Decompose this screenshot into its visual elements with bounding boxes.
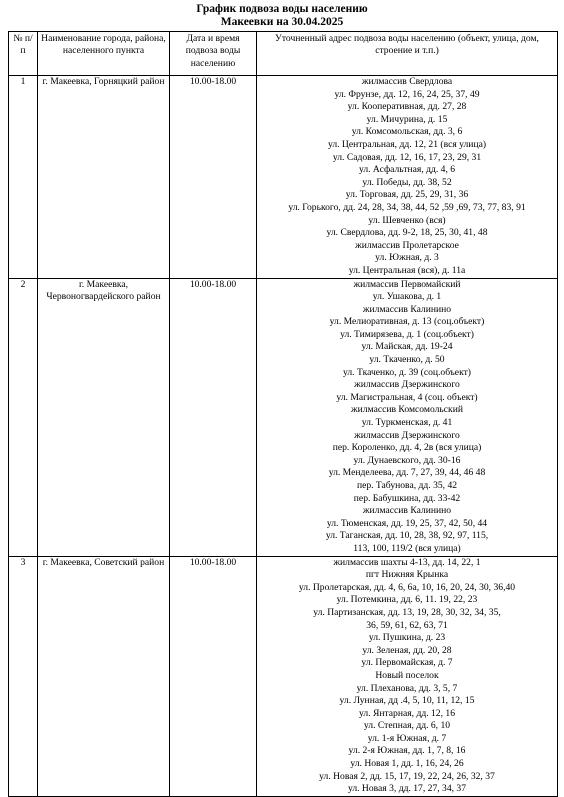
- table-row: [9, 76, 558, 279]
- address-line: ул. Центральная (вся), д. 11а: [348, 264, 466, 276]
- title-line-1: График подвоза воды населению: [196, 3, 368, 15]
- address-line: ул. Майская, дд. 19-24: [361, 341, 453, 353]
- address-line: жилмассив Комсомольский: [351, 404, 463, 416]
- address-line: ул. 2-я Южная, дд. 1, 7, 8, 16: [348, 745, 466, 757]
- address-line: Новый поселок: [375, 669, 439, 681]
- address-line: ул. Комсомольская, дд. 3, 6: [351, 126, 463, 138]
- address-line: жилмассив шахты 4-13, дд. 14, 22, 1: [333, 556, 481, 568]
- document-title: [0, 3, 564, 29]
- address-line: ул. Торговая, дд. 25, 29, 31, 36: [345, 189, 469, 201]
- address-line: жилмассив Калинино: [362, 505, 452, 517]
- address-line: ул. Свердлова, дд. 9-2, 18, 25, 30, 41, 48: [326, 227, 488, 239]
- row-num: 1: [9, 76, 38, 279]
- row-addresses: [257, 278, 558, 556]
- address-line: пер. Табунова, дд. 35, 42: [356, 480, 458, 491]
- row-addresses: [257, 556, 558, 796]
- address-line: жилмассив Дзержинского: [354, 379, 460, 391]
- address-line: ул. Садовая, дд. 12, 16, 17, 23, 29, 31: [332, 151, 482, 163]
- address-line: ул. Плеханова, дд. 3, 5, 7: [356, 682, 458, 694]
- address-line: ул. Янтарная, дд. 12, 16: [358, 707, 455, 719]
- address-line: ул. Потемкина, дд. 6, 11. 19, 22, 23: [336, 594, 478, 606]
- address-line: ул. Горького, дд. 24, 28, 34, 38, 44, 52 ,59 ,69, 73, 77, 83, 91: [288, 201, 526, 213]
- address-line: ул. Менделеева, дд. 7, 27, 39, 44, 46 48: [328, 467, 486, 479]
- address-line: жилмассив Дзержинского: [354, 429, 460, 441]
- address-line: 113, 100, 119/2 (вся улица): [353, 542, 461, 554]
- address-line: ул. Магистральная, 4 (соц. объект): [336, 391, 478, 403]
- address-line: 36, 59, 61, 62, 63, 71: [366, 619, 448, 631]
- address-line: ул. Фрунзе, дд. 12, 16, 24, 25, 37, 49: [334, 88, 480, 100]
- address-line: жилмассив Пролетарское: [355, 239, 459, 251]
- address-line: жилмассив Свердлова: [361, 76, 453, 87]
- row-name: г. Макеевка, Горняцкий район: [38, 76, 170, 279]
- row-time: 10.00-18.00: [170, 76, 257, 279]
- address-line: ул. Мелиоративная, д. 13 (соц.объект): [329, 316, 485, 328]
- address-line: ул. Новая 1, дд. 1, 16, 24, 26: [350, 758, 464, 770]
- address-line: ул. Мичурина, д. 15: [366, 113, 448, 125]
- address-line: ул. Лунная, дд .4, 5, 10, 11, 12, 15: [339, 695, 475, 707]
- row-time: 10.00-18.00: [170, 556, 257, 796]
- row-name: г. Макеевка, Советский район: [38, 556, 170, 796]
- row-num: 3: [9, 556, 38, 796]
- table-row: [9, 556, 558, 796]
- water-delivery-table: [8, 31, 558, 797]
- header-name: Наименование города, района, населенного пункта: [38, 32, 170, 76]
- address-line: ул. Степная, дд. 6, 10: [363, 720, 451, 732]
- address-line: ул. Центральная, дд. 12, 21 (вся улица): [327, 138, 487, 150]
- address-line: ул. Ткаченко, д. 50: [369, 354, 445, 366]
- address-line: ул. Туркменская, д. 41: [361, 417, 453, 429]
- address-line: жилмассив Первомайский: [353, 278, 461, 290]
- row-name: г. Макеевка, Червоногвардейского район: [38, 278, 170, 556]
- header-time: Дата и время подвоза воды населению: [170, 32, 257, 76]
- address-line: жилмассив Калинино: [362, 303, 452, 315]
- table-row: [9, 278, 558, 556]
- address-line: ул. Новая 2, дд. 15, 17, 19, 22, 24, 26, 32, 37: [319, 770, 495, 782]
- address-line: ул. Первомайская, д. 7: [361, 657, 453, 669]
- title-line-2: Макеевки на 30.04.2025: [220, 16, 344, 28]
- header-num: № п/п: [9, 32, 38, 76]
- address-line: ул. Победы, дд. 38, 52: [362, 176, 452, 188]
- address-line: пер. Бабушкина, дд. 33-42: [353, 492, 461, 504]
- address-line: ул. Шевченко (вся): [368, 214, 446, 226]
- address-line: ул. Пушкина, д. 23: [368, 632, 446, 644]
- address-line: ул. Асфальтная, дд. 4, 6: [358, 164, 456, 176]
- address-line: ул. Новая 3, дд. 17, 27, 34, 37: [347, 783, 467, 795]
- address-line: ул. Ушакова, д. 1: [372, 291, 442, 303]
- row-num: 2: [9, 278, 38, 556]
- address-line: ул. 1-я Южная, д. 7: [367, 732, 447, 744]
- address-line: ул. Пролетарская, дд. 4, 6, 6а, 10, 16, 20, 24, 30, 36,40: [298, 581, 516, 593]
- address-line: ул. Ткаченко, д. 39 (соц.объект): [343, 366, 471, 378]
- address-line: пер. Короленко, дд. 4, 2в (вся улица): [332, 442, 482, 454]
- table-header-row: [9, 32, 558, 76]
- address-line: ул. Кооперативная, дд. 27, 28: [347, 101, 467, 113]
- row-time: 10.00-18.00: [170, 278, 257, 556]
- address-line: пгт Нижняя Крынка: [365, 569, 449, 581]
- address-line: ул. Зеленая, дд. 20, 28: [362, 644, 452, 656]
- address-line: ул. Тимирязева, д. 1 (соц.объект): [340, 328, 474, 340]
- address-line: ул. Дунаевского, дд. 30-16: [353, 454, 461, 466]
- row-addresses: [257, 76, 558, 279]
- address-line: ул. Таганская, дд. 10, 28, 38, 92, 97, 115,: [325, 530, 489, 542]
- address-line: ул. Южная, д. 3: [375, 252, 439, 264]
- address-line: ул. Партизанская, дд. 13, 19, 28, 30, 32, 34, 35,: [313, 606, 501, 618]
- address-line: ул. Тюменская, дд. 19, 25, 37, 42, 50, 44: [326, 517, 488, 529]
- header-address: Уточненный адрес подвоза воды населению (объект, улица, дом, строение и т.п.): [257, 32, 558, 76]
